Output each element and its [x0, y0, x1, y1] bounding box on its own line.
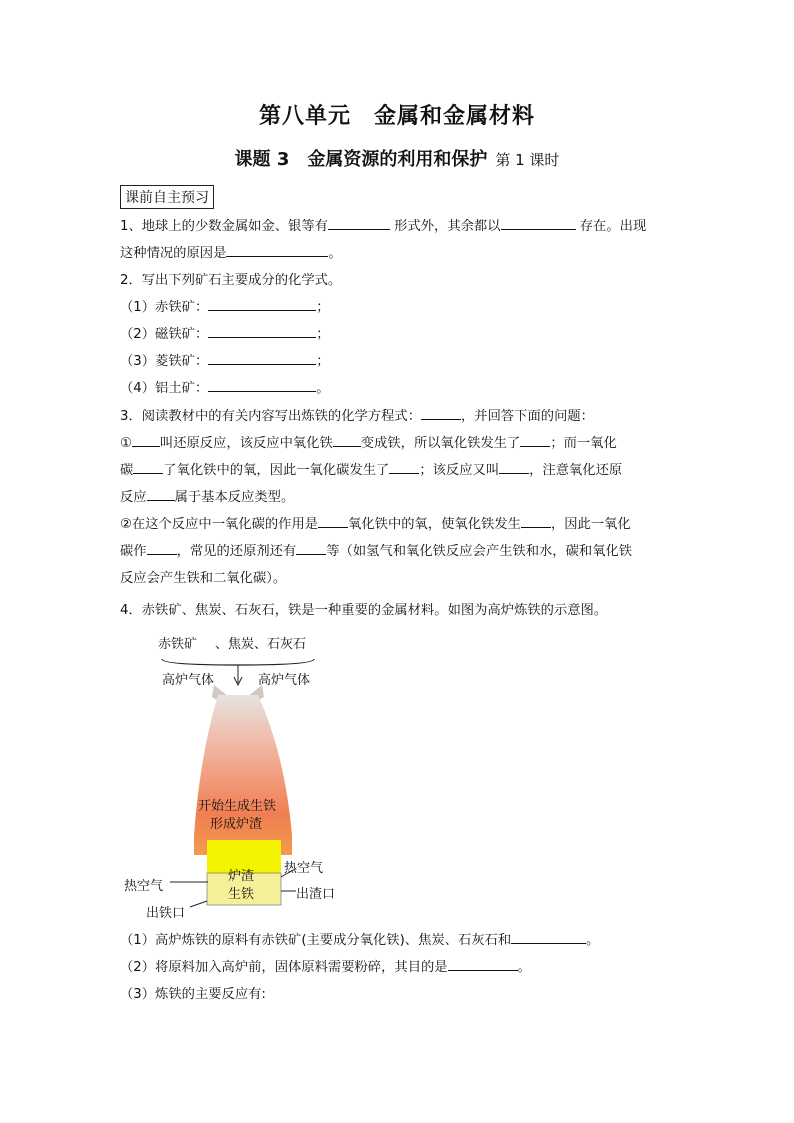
iron-outlet-line — [190, 901, 207, 907]
q3-text: 碳 — [120, 463, 134, 478]
section-label: 课前自主预习 — [120, 185, 214, 209]
q4-text: （1）高炉炼铁的原料有赤铁矿(主要成分氧化铁)、焦炭、石灰石和 — [120, 933, 512, 948]
blank[interactable] — [521, 513, 551, 528]
blank[interactable] — [448, 956, 518, 971]
page-title: 第八单元 金属和金属材料 — [258, 104, 535, 129]
q3-text: 叫还原反应，该反应中氧化铁 — [159, 436, 333, 451]
q2-stem: 2．写出下列矿石主要成分的化学式。 — [120, 273, 342, 288]
q3-text: 属于基本反应类型。 — [174, 490, 295, 505]
label-slag-outlet: 出渣口 — [296, 887, 336, 902]
q2-item: （3）菱铁矿： — [120, 354, 209, 369]
blank[interactable] — [318, 513, 348, 528]
page-subtitle — [0, 145, 794, 171]
blank[interactable] — [421, 405, 461, 420]
q3-text: ① — [120, 436, 132, 451]
q3-text: ②在这个反应中一氧化碳的作用是 — [120, 517, 319, 532]
q3-text: ，常见的还原剂还有 — [176, 544, 297, 559]
q3-text: ；而一氧化 — [550, 436, 617, 451]
q1-text-a: 1、地球上的少数金属如金、银等有 — [120, 219, 328, 234]
label-pig-iron: 生铁 — [228, 887, 255, 902]
label-hot-air-left: 热空气 — [124, 879, 164, 894]
blank[interactable] — [133, 459, 163, 474]
blank[interactable] — [389, 459, 419, 474]
blank[interactable] — [499, 459, 529, 474]
q4-text: （2）将原料加入高炉前，固体原料需要粉碎，其目的是 — [120, 960, 448, 975]
q4-text: 。 — [517, 960, 531, 975]
q3-text: 氧化铁中的氧，使氧化铁发生 — [348, 517, 521, 532]
q3-text: 等（如氢气和氧化铁反应会产生铁和水，碳和氧化铁 — [326, 544, 633, 559]
question-3 — [120, 403, 680, 592]
lesson-label: 第 1 课时 — [495, 151, 560, 169]
q3-text: 碳作 — [120, 544, 147, 559]
blank[interactable] — [328, 215, 390, 230]
q3-stem: 3．阅读教材中的有关内容写出炼铁的化学方程式： — [120, 409, 421, 424]
blank[interactable] — [501, 215, 576, 230]
question-1 — [120, 213, 680, 267]
blank[interactable] — [333, 432, 361, 447]
blank[interactable] — [147, 486, 175, 501]
blank[interactable] — [208, 377, 316, 392]
label-hot-air-right: 热空气 — [284, 861, 324, 876]
label-slag-forming: 形成炉渣 — [210, 817, 263, 832]
q2-end: 。 — [316, 381, 330, 396]
blank[interactable] — [511, 929, 586, 944]
label-iron-start: 开始生成生铁 — [198, 799, 277, 814]
q1-text-c: 存在。出现 — [579, 219, 647, 234]
q2-item: （2）磁铁矿： — [120, 327, 209, 342]
q1-text-d: 这种情况的原因是 — [120, 246, 227, 261]
q2-item: （4）铝土矿： — [120, 381, 209, 396]
question-4-stem: 4．赤铁矿、焦炭、石灰石，铁是一种重要的金属材料。如图为高炉炼铁的示意图。 — [120, 603, 608, 618]
q3-text: ，注意氧化还原 — [529, 463, 623, 478]
q3-text: 变成铁，所以氧化铁发生了 — [360, 436, 521, 451]
q2-end: ； — [316, 327, 330, 342]
q3-text: ，因此一氧化 — [550, 517, 631, 532]
q2-item: （1）赤铁矿： — [120, 300, 209, 315]
q1-text-b: 形式外，其余都以 — [394, 219, 501, 234]
q2-end: ； — [316, 354, 330, 369]
blank[interactable] — [226, 242, 328, 257]
q1-text-e: 。 — [328, 246, 342, 261]
q4-text: （3）炼铁的主要反应有: — [120, 987, 266, 1002]
q4-text: 。 — [586, 933, 600, 948]
label-gas-right: 高炉气体 — [258, 673, 311, 688]
blank[interactable] — [208, 296, 316, 311]
q3-text: 反应 — [120, 490, 147, 505]
label-hematite: 赤铁矿 — [158, 637, 198, 652]
label-coke-limestone: 、焦炭、石灰石 — [215, 637, 307, 652]
q2-end: ； — [316, 300, 330, 315]
blank[interactable] — [147, 540, 177, 555]
q3-text: 反应会产生铁和二氧化碳）。 — [120, 571, 287, 586]
subtitle-main: 课题 3 金属资源的利用和保护 — [234, 149, 488, 170]
question-2 — [120, 267, 680, 402]
label-slag: 炉渣 — [228, 869, 255, 884]
blank[interactable] — [208, 350, 316, 365]
q3-text: 了氧化铁中的氧，因此一氧化碳发生了 — [163, 463, 390, 478]
blank[interactable] — [208, 323, 316, 338]
label-iron-outlet: 出铁口 — [146, 906, 186, 921]
blank[interactable] — [132, 432, 160, 447]
question-4-subs — [120, 927, 680, 1008]
blank[interactable] — [520, 432, 550, 447]
q3-text: ；该反应又叫 — [419, 463, 500, 478]
blast-furnace-diagram — [110, 625, 350, 925]
q3-stem: ，并回答下面的问题： — [461, 409, 594, 424]
brace — [162, 659, 314, 665]
label-gas-left: 高炉气体 — [162, 673, 215, 688]
blank[interactable] — [296, 540, 326, 555]
